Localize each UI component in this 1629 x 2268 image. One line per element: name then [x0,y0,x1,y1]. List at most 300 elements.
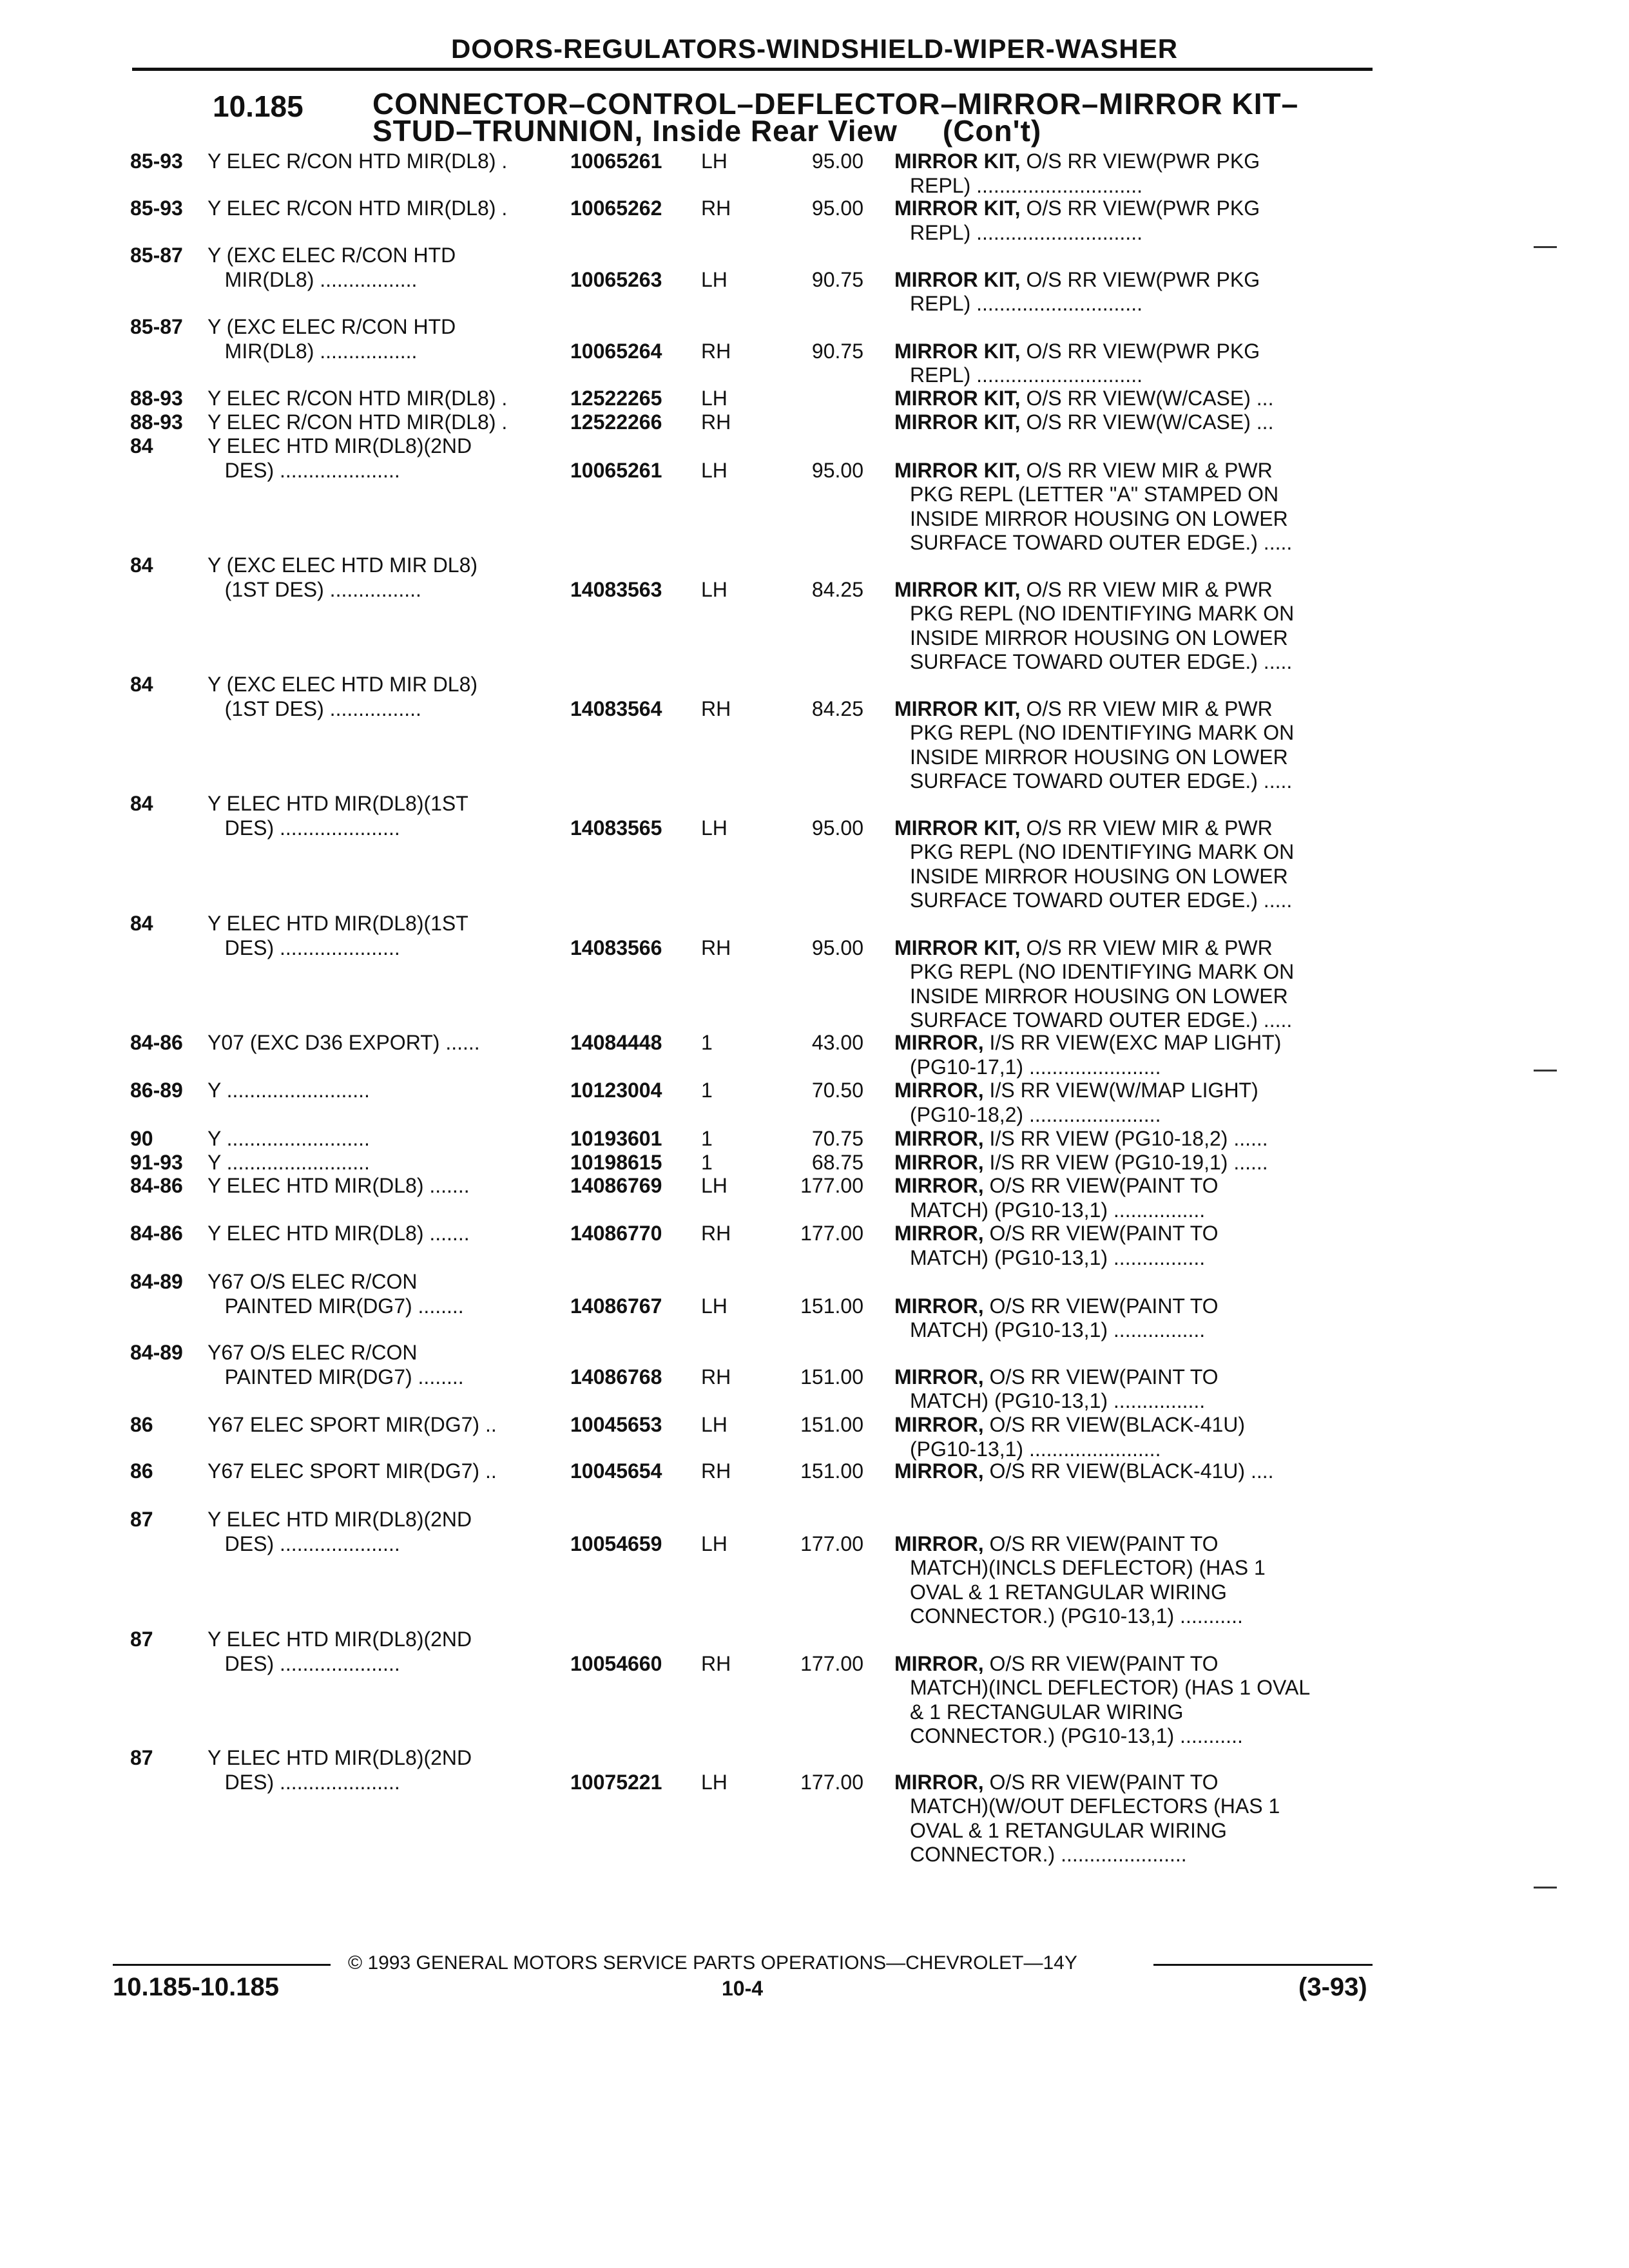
part-number: 10054659 [570,1532,662,1555]
part-name-continuation: (PG10-13,1) ....................... [910,1437,1161,1461]
price: 95.00 [811,197,863,220]
year-range: 84-86 [130,1174,183,1197]
margin-tick-1 [1534,246,1557,248]
footer-range: 10.185-10.185 [113,1973,280,2001]
part-number: 14083566 [570,936,662,959]
part-name-label: MIRROR, [894,1031,984,1054]
part-name-continuation: SURFACE TOWARD OUTER EDGE.) ..... [910,531,1293,554]
part-name [894,268,1384,316]
footer-rule-left [113,1964,331,1966]
part-name-continuation: REPL) ............................. [910,173,1142,197]
usage-description [207,1270,565,1318]
part-name-label: MIRROR KIT, [894,458,1021,482]
usage-description [207,1628,565,1676]
usage-description [207,1341,565,1389]
part-name-detail: O/S RR VIEW(BLACK-41U) [983,1413,1246,1436]
part-name-continuation: INSIDE MIRROR HOUSING ON LOWER [910,864,1288,888]
year-range: 84 [130,792,153,815]
quantity: LH [701,387,728,410]
part-name [894,1532,1384,1629]
part-name-line [894,1294,1384,1319]
price: 90.75 [811,339,863,363]
part-name-continuation: PKG REPL (NO IDENTIFYING MARK ON [910,602,1295,625]
quantity: LH [701,577,728,601]
usage-description [207,315,565,363]
usage-line: Y ELEC R/CON HTD MIR(DL8) . [207,387,508,410]
part-name-line [894,459,1384,483]
part-name-label: MIRROR, [894,1294,984,1318]
usage-description [207,673,565,721]
footer-copyright: © 1993 GENERAL MOTORS SERVICE PARTS OPERATIONS—CHEVROLET—14Y [348,1952,1077,1974]
year-range: 84-86 [130,1222,183,1245]
usage-line: Y (EXC ELEC R/CON HTD [207,315,456,338]
part-number: 10198615 [570,1151,662,1174]
usage-line: DES) ..................... [207,1651,400,1675]
price: 177.00 [800,1770,863,1794]
usage-line: PAINTED MIR(DG7) ........ [207,1294,464,1318]
part-name-detail: O/S RR VIEW(PAINT TO [983,1294,1219,1318]
quantity: RH [701,410,731,434]
section-title-line2-bold: STUD–TRUNNION, [372,114,644,148]
quantity: LH [701,1413,728,1436]
part-number: 10123004 [570,1079,662,1102]
part-name-detail: O/S RR VIEW(PWR PKG [1020,339,1260,363]
usage-description [207,1031,565,1055]
section-title [372,87,1339,148]
usage-description [207,553,565,602]
price: 70.50 [811,1079,863,1102]
year-range: 90 [130,1127,153,1150]
part-name-label: MIRROR, [894,1532,984,1555]
part-name-label: MIRROR, [894,1459,984,1483]
part-number: 10065261 [570,458,662,482]
part-name-detail: O/S RR VIEW(PAINT TO [983,1651,1219,1675]
quantity: LH [701,458,728,482]
quantity: LH [701,1174,728,1197]
quantity: LH [701,1532,728,1555]
part-name-detail: I/S RR VIEW (PG10-18,2) ...... [983,1127,1268,1150]
part-number: 14086770 [570,1222,662,1245]
year-range: 86-89 [130,1079,183,1102]
price: 151.00 [800,1459,863,1483]
part-name-line [894,1222,1384,1246]
part-number: 10075221 [570,1770,662,1794]
part-name-label: MIRROR, [894,1365,984,1389]
part-name-continuation: REPL) ............................. [910,292,1142,315]
part-name [894,816,1384,913]
part-number: 14084448 [570,1031,662,1054]
year-range: 84-89 [130,1341,183,1364]
usage-line: Y ELEC HTD MIR(DL8)(2ND [207,1746,472,1769]
part-name-detail: O/S RR VIEW(W/CASE) ... [1020,410,1274,434]
part-name-line [894,197,1384,221]
header-rule [132,68,1373,71]
section-title-line2 [372,114,1339,148]
part-name [894,340,1384,388]
part-name-label: MIRROR, [894,1151,984,1174]
price: 177.00 [800,1174,863,1197]
usage-description [207,1746,565,1794]
part-name-continuation: SURFACE TOWARD OUTER EDGE.) ..... [910,889,1293,912]
part-name [894,149,1384,198]
price: 95.00 [811,149,863,173]
part-name-line [894,1459,1384,1484]
part-name-continuation: INSIDE MIRROR HOUSING ON LOWER [910,626,1288,649]
usage-line: Y ELEC HTD MIR(DL8) ....... [207,1222,470,1245]
quantity: RH [701,936,731,959]
year-range: 87 [130,1628,153,1651]
quantity: RH [701,197,731,220]
part-name [894,410,1384,435]
usage-line: Y ......................... [207,1127,370,1150]
usage-line: Y ELEC HTD MIR(DL8)(1ST [207,912,468,935]
usage-description [207,1508,565,1556]
price: 95.00 [811,458,863,482]
part-number: 10065263 [570,267,662,291]
part-name-label: MIRROR, [894,1127,984,1150]
usage-line: DES) ..................... [207,458,400,482]
part-name-continuation: REPL) ............................. [910,363,1142,387]
part-name-label: MIRROR KIT, [894,577,1021,601]
part-name-line [894,1532,1384,1557]
part-name-detail: O/S RR VIEW(PWR PKG [1020,197,1260,220]
part-name-continuation: CONNECTOR.) (PG10-13,1) ........... [910,1604,1243,1628]
section-title-cont: (Con't) [942,114,1042,148]
usage-line: DES) ..................... [207,936,400,959]
part-name-continuation: MATCH) (PG10-13,1) ................ [910,1318,1206,1341]
part-name-detail: O/S RR VIEW(BLACK-41U) .... [983,1459,1274,1483]
part-number: 12522266 [570,410,662,434]
part-name-detail: O/S RR VIEW MIR & PWR [1020,697,1273,720]
usage-line: Y67 ELEC SPORT MIR(DG7) .. [207,1413,497,1436]
part-name-line [894,387,1384,411]
page-header: DOORS-REGULATORS-WINDSHIELD-WIPER-WASHER [450,34,1179,64]
part-name-label: MIRROR KIT, [894,267,1021,291]
section-title-line1: CONNECTOR–CONTROL–DEFLECTOR–MIRROR–MIRROR KIT– [372,87,1299,120]
part-name [894,1151,1384,1175]
part-name-detail: I/S RR VIEW(W/MAP LIGHT) [983,1079,1258,1102]
part-name [894,578,1384,675]
part-name-detail: O/S RR VIEW(PAINT TO [983,1532,1219,1555]
usage-line: DES) ..................... [207,1770,400,1794]
part-number: 14083565 [570,816,662,840]
part-number: 14086769 [570,1174,662,1197]
usage-description [207,792,565,840]
part-name-label: MIRROR KIT, [894,339,1021,363]
part-name-line [894,268,1384,293]
part-name-line [894,578,1384,602]
quantity: LH [701,1294,728,1318]
part-name-line [894,1151,1384,1175]
part-name-continuation: INSIDE MIRROR HOUSING ON LOWER [910,506,1288,530]
part-name-continuation: MATCH)(INCL DEFLECTOR) (HAS 1 OVAL [910,1676,1311,1699]
part-name-detail: O/S RR VIEW(PAINT TO [983,1222,1219,1245]
usage-description [207,1174,565,1198]
quantity: RH [701,1365,731,1389]
part-name-detail: O/S RR VIEW(PAINT TO [983,1770,1219,1794]
part-name-continuation: MATCH)(W/OUT DEFLECTORS (HAS 1 [910,1794,1280,1818]
quantity: 1 [701,1127,713,1150]
part-name [894,1294,1384,1343]
part-name [894,1174,1384,1222]
part-name-continuation: (PG10-18,2) ....................... [910,1102,1161,1126]
part-name-line [894,1127,1384,1151]
quantity: LH [701,816,728,840]
usage-description [207,1079,565,1103]
part-name-continuation: SURFACE TOWARD OUTER EDGE.) ..... [910,769,1293,793]
quantity: 1 [701,1079,713,1102]
usage-line: Y ELEC HTD MIR(DL8)(2ND [207,434,472,457]
usage-description [207,149,565,174]
margin-tick-2 [1534,1070,1557,1072]
part-number: 10065262 [570,197,662,220]
quantity: RH [701,1222,731,1245]
part-name [894,1365,1384,1414]
footer-page-number: 10-4 [722,1977,764,2000]
part-name-continuation: OVAL & 1 RETANGULAR WIRING [910,1818,1227,1842]
part-name-continuation: INSIDE MIRROR HOUSING ON LOWER [910,984,1288,1008]
part-name [894,387,1384,411]
usage-line: Y ......................... [207,1151,370,1174]
part-name-continuation: MATCH) (PG10-13,1) ................ [910,1389,1206,1412]
part-name-line [894,1079,1384,1103]
part-name [894,1222,1384,1270]
quantity: RH [701,697,731,720]
part-name [894,697,1384,794]
part-name-label: MIRROR KIT, [894,197,1021,220]
part-name-line [894,1031,1384,1055]
part-name-continuation: (PG10-17,1) ....................... [910,1055,1161,1079]
year-range: 91-93 [130,1151,183,1174]
usage-line: Y ELEC HTD MIR(DL8)(1ST [207,792,468,815]
part-name-continuation: CONNECTOR.) (PG10-13,1) ........... [910,1724,1243,1747]
year-range: 85-87 [130,244,183,267]
part-name-continuation: MATCH) (PG10-13,1) ................ [910,1198,1206,1222]
price: 70.75 [811,1127,863,1150]
part-name-detail: O/S RR VIEW(PWR PKG [1020,149,1260,173]
part-name-detail: I/S RR VIEW(EXC MAP LIGHT) [983,1031,1282,1054]
usage-line: MIR(DL8) ................. [207,339,418,363]
part-name-detail: O/S RR VIEW MIR & PWR [1020,816,1273,840]
part-number: 10065264 [570,339,662,363]
usage-line: Y67 ELEC SPORT MIR(DG7) .. [207,1459,497,1483]
part-name [894,1127,1384,1151]
price: 177.00 [800,1532,863,1555]
usage-line: Y ......................... [207,1079,370,1102]
usage-description [207,1151,565,1175]
usage-line: Y67 O/S ELEC R/CON [207,1270,418,1293]
part-name [894,1652,1384,1749]
usage-line: Y ELEC R/CON HTD MIR(DL8) . [207,410,508,434]
part-name-label: MIRROR KIT, [894,816,1021,840]
part-name-line [894,149,1384,174]
usage-line: Y67 O/S ELEC R/CON [207,1341,418,1364]
part-name-continuation: PKG REPL (NO IDENTIFYING MARK ON [910,840,1295,863]
usage-description [207,387,565,411]
part-name-label: MIRROR, [894,1770,984,1794]
part-name-detail: I/S RR VIEW (PG10-19,1) ...... [983,1151,1268,1174]
part-name-label: MIRROR KIT, [894,936,1021,959]
part-name-detail: O/S RR VIEW(PWR PKG [1020,267,1260,291]
part-name-detail: O/S RR VIEW(PAINT TO [983,1365,1219,1389]
quantity: 1 [701,1151,713,1174]
year-range: 84-86 [130,1031,183,1054]
part-number: 10045654 [570,1459,662,1483]
part-name [894,1079,1384,1127]
part-name-continuation: CONNECTOR.) ...................... [910,1843,1187,1866]
part-name-line [894,1652,1384,1677]
margin-tick-3 [1534,1887,1557,1888]
price: 95.00 [811,816,863,840]
price: 177.00 [800,1222,863,1245]
price: 177.00 [800,1651,863,1675]
usage-description [207,1413,565,1437]
part-name-continuation: MATCH)(INCLS DEFLECTOR) (HAS 1 [910,1556,1266,1579]
usage-line: Y ELEC HTD MIR(DL8) ....... [207,1174,470,1197]
part-name [894,459,1384,555]
usage-line: DES) ..................... [207,1532,400,1555]
part-name-line [894,340,1384,364]
part-name [894,1031,1384,1079]
part-name-line [894,410,1384,435]
year-range: 87 [130,1746,153,1769]
part-name-detail: O/S RR VIEW MIR & PWR [1020,936,1273,959]
part-name-continuation: MATCH) (PG10-13,1) ................ [910,1245,1206,1269]
price: 90.75 [811,267,863,291]
part-name-continuation: OVAL & 1 RETANGULAR WIRING [910,1580,1227,1604]
usage-description [207,1127,565,1151]
part-name [894,197,1384,245]
part-name-continuation: REPL) ............................. [910,220,1142,244]
year-range: 87 [130,1508,153,1531]
part-name-continuation: SURFACE TOWARD OUTER EDGE.) ..... [910,1008,1293,1032]
usage-line: Y ELEC R/CON HTD MIR(DL8) . [207,197,508,220]
year-range: 84-89 [130,1270,183,1293]
part-name-detail: O/S RR VIEW(W/CASE) ... [1020,387,1274,410]
usage-line: Y ELEC R/CON HTD MIR(DL8) . [207,149,508,173]
quantity: RH [701,1651,731,1675]
part-number: 14083563 [570,577,662,601]
part-name-continuation: PKG REPL (LETTER "A" STAMPED ON [910,483,1279,506]
year-range: 84 [130,673,153,696]
price: 84.25 [811,697,863,720]
usage-line: Y (EXC ELEC HTD MIR DL8) [207,673,478,696]
footer-date: (3-93) [1298,1973,1367,2001]
part-name [894,1459,1384,1484]
part-name-continuation: PKG REPL (NO IDENTIFYING MARK ON [910,721,1295,744]
part-name-label: MIRROR KIT, [894,387,1021,410]
usage-line: (1ST DES) ................ [207,697,421,720]
year-range: 84 [130,434,153,457]
usage-description [207,197,565,221]
part-number: 14086768 [570,1365,662,1389]
year-range: 86 [130,1413,153,1436]
part-number: 14083564 [570,697,662,720]
year-range: 84 [130,912,153,935]
section-number: 10.185 [213,90,304,123]
year-range: 85-87 [130,315,183,338]
part-name-label: MIRROR, [894,1079,984,1102]
price: 151.00 [800,1365,863,1389]
part-name-line [894,1771,1384,1795]
year-range: 85-93 [130,197,183,220]
part-number: 10054660 [570,1651,662,1675]
usage-line: Y ELEC HTD MIR(DL8)(2ND [207,1508,472,1531]
quantity: 1 [701,1031,713,1054]
footer-rule-right [1153,1964,1373,1966]
part-name-continuation: PKG REPL (NO IDENTIFYING MARK ON [910,960,1295,983]
part-name-line [894,816,1384,841]
quantity: LH [701,267,728,291]
part-name-line [894,697,1384,722]
usage-line: Y07 (EXC D36 EXPORT) ...... [207,1031,480,1054]
part-name-label: MIRROR, [894,1651,984,1675]
price: 84.25 [811,577,863,601]
usage-line: (1ST DES) ................ [207,577,421,601]
quantity: RH [701,1459,731,1483]
part-name-line [894,936,1384,961]
year-range: 88-93 [130,410,183,434]
part-number: 10193601 [570,1127,662,1150]
usage-description [207,244,565,292]
year-range: 88-93 [130,387,183,410]
part-name-label: MIRROR KIT, [894,410,1021,434]
price: 151.00 [800,1294,863,1318]
part-number: 14086767 [570,1294,662,1318]
price: 95.00 [811,936,863,959]
usage-description [207,912,565,960]
part-name [894,1413,1384,1461]
part-name [894,936,1384,1033]
part-name-label: MIRROR, [894,1413,984,1436]
part-name-line [894,1413,1384,1437]
part-name-detail: O/S RR VIEW MIR & PWR [1020,577,1273,601]
part-name-label: MIRROR KIT, [894,149,1021,173]
year-range: 86 [130,1459,153,1483]
quantity: RH [701,339,731,363]
price: 43.00 [811,1031,863,1054]
price: 68.75 [811,1151,863,1174]
part-name-detail: O/S RR VIEW(PAINT TO [983,1174,1219,1197]
usage-line: Y ELEC HTD MIR(DL8)(2ND [207,1628,472,1651]
usage-description [207,1222,565,1246]
part-name-continuation: & 1 RECTANGULAR WIRING [910,1700,1184,1724]
usage-description [207,410,565,435]
part-name-line [894,1174,1384,1198]
part-number: 10045653 [570,1413,662,1436]
part-name-label: MIRROR, [894,1222,984,1245]
usage-description [207,434,565,483]
part-name [894,1771,1384,1867]
part-name-continuation: SURFACE TOWARD OUTER EDGE.) ..... [910,650,1293,673]
usage-line: MIR(DL8) ................. [207,267,418,291]
year-range: 84 [130,553,153,577]
quantity: LH [701,149,728,173]
part-name-label: MIRROR KIT, [894,697,1021,720]
part-number: 12522265 [570,387,662,410]
usage-line: Y (EXC ELEC HTD MIR DL8) [207,553,478,577]
year-range: 85-93 [130,149,183,173]
quantity: LH [701,1770,728,1794]
usage-line: DES) ..................... [207,816,400,840]
part-name-detail: O/S RR VIEW MIR & PWR [1020,458,1273,482]
part-name-continuation: INSIDE MIRROR HOUSING ON LOWER [910,745,1288,769]
usage-line: PAINTED MIR(DG7) ........ [207,1365,464,1389]
part-name-label: MIRROR, [894,1174,984,1197]
usage-description [207,1459,565,1484]
section-title-line2-rest: Inside Rear View [643,114,898,148]
part-name-line [894,1365,1384,1390]
